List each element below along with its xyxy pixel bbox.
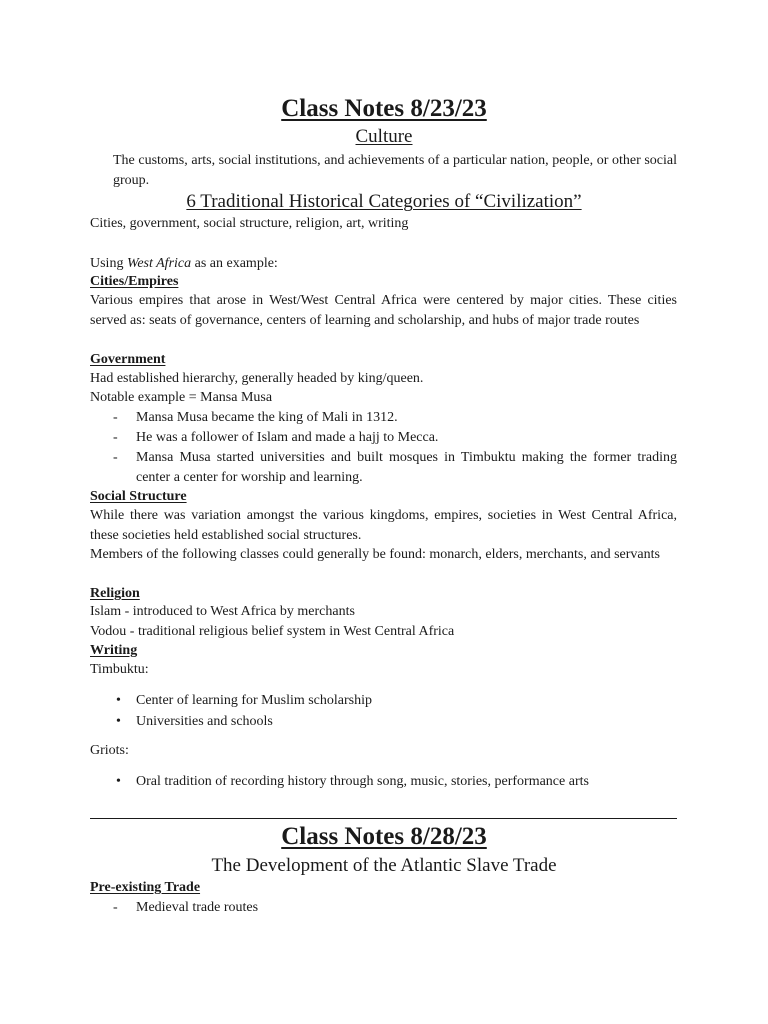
social-para2: Members of the following classes could generally be found: monarch, elders, merchants, and servants xyxy=(90,547,660,562)
cities-text: Various empires that arose in West/West Central Africa were centered by major cities. These cities served as: seats of governance, centers of learning and scholarship, and hubs of major trade routes xyxy=(90,293,677,328)
social-para1: While there was variation amongst the various kingdoms, empires, societies in West Central Africa, these societies held established social structures. xyxy=(90,508,677,543)
notes2-subtitle: The Development of the Atlantic Slave Trade xyxy=(211,855,557,876)
religion-line1: Islam - introduced to West Africa by merchants xyxy=(90,604,355,619)
example-region: West Africa xyxy=(126,256,192,271)
list-item: - He was a follower of Islam and made a hajj to Mecca. xyxy=(113,428,677,448)
government-line1: Had established hierarchy, generally headed by king/queen. xyxy=(90,371,424,386)
list-item: • Oral tradition of recording history through song, music, stories, performance arts xyxy=(113,772,677,792)
religion-line2: Vodou - traditional religious belief system in West Central Africa xyxy=(90,624,455,639)
government-line2: Notable example = Mansa Musa xyxy=(90,390,273,405)
writing-heading: Writing xyxy=(90,643,138,658)
trade-heading: Pre-existing Trade xyxy=(90,880,201,895)
culture-heading: Culture xyxy=(355,126,413,147)
list-item: - Medieval trade routes xyxy=(113,898,677,918)
culture-definition: The customs, arts, social institutions, and achievements of a particular nation, people, or other social group. xyxy=(113,153,677,188)
bullet-marker: • xyxy=(116,714,121,729)
religion-heading: Religion xyxy=(90,586,140,601)
categories-list: Cities, government, social structure, religion, art, writing xyxy=(90,216,409,231)
list-item: • Center of learning for Muslim scholarship xyxy=(113,691,677,711)
government-heading: Government xyxy=(90,352,166,367)
dash-marker: - xyxy=(113,900,118,915)
dash-marker: - xyxy=(113,410,118,425)
notes2-title: Class Notes 8/28/23 xyxy=(281,823,487,850)
example-intro: Using West Africa as an example: xyxy=(90,256,278,271)
list-item: - Mansa Musa became the king of Mali in 1312. xyxy=(113,408,677,428)
dash-marker: - xyxy=(113,450,118,465)
section-divider xyxy=(90,818,677,819)
bullet-marker: • xyxy=(116,693,121,708)
bullet-marker: • xyxy=(116,774,121,789)
cities-heading: Cities/Empires xyxy=(90,274,179,289)
notes1-title: Class Notes 8/23/23 xyxy=(281,95,487,122)
griots-label: Griots: xyxy=(90,743,129,758)
categories-heading: 6 Traditional Historical Categories of “Civilization” xyxy=(186,191,582,212)
timbuktu-label: Timbuktu: xyxy=(90,662,149,677)
list-item: - Mansa Musa started universities and built mosques in Timbuktu making the former trading center a center for worship and learning. xyxy=(113,450,677,485)
social-heading: Social Structure xyxy=(90,489,187,504)
dash-marker: - xyxy=(113,430,118,445)
list-item: • Universities and schools xyxy=(113,712,677,732)
